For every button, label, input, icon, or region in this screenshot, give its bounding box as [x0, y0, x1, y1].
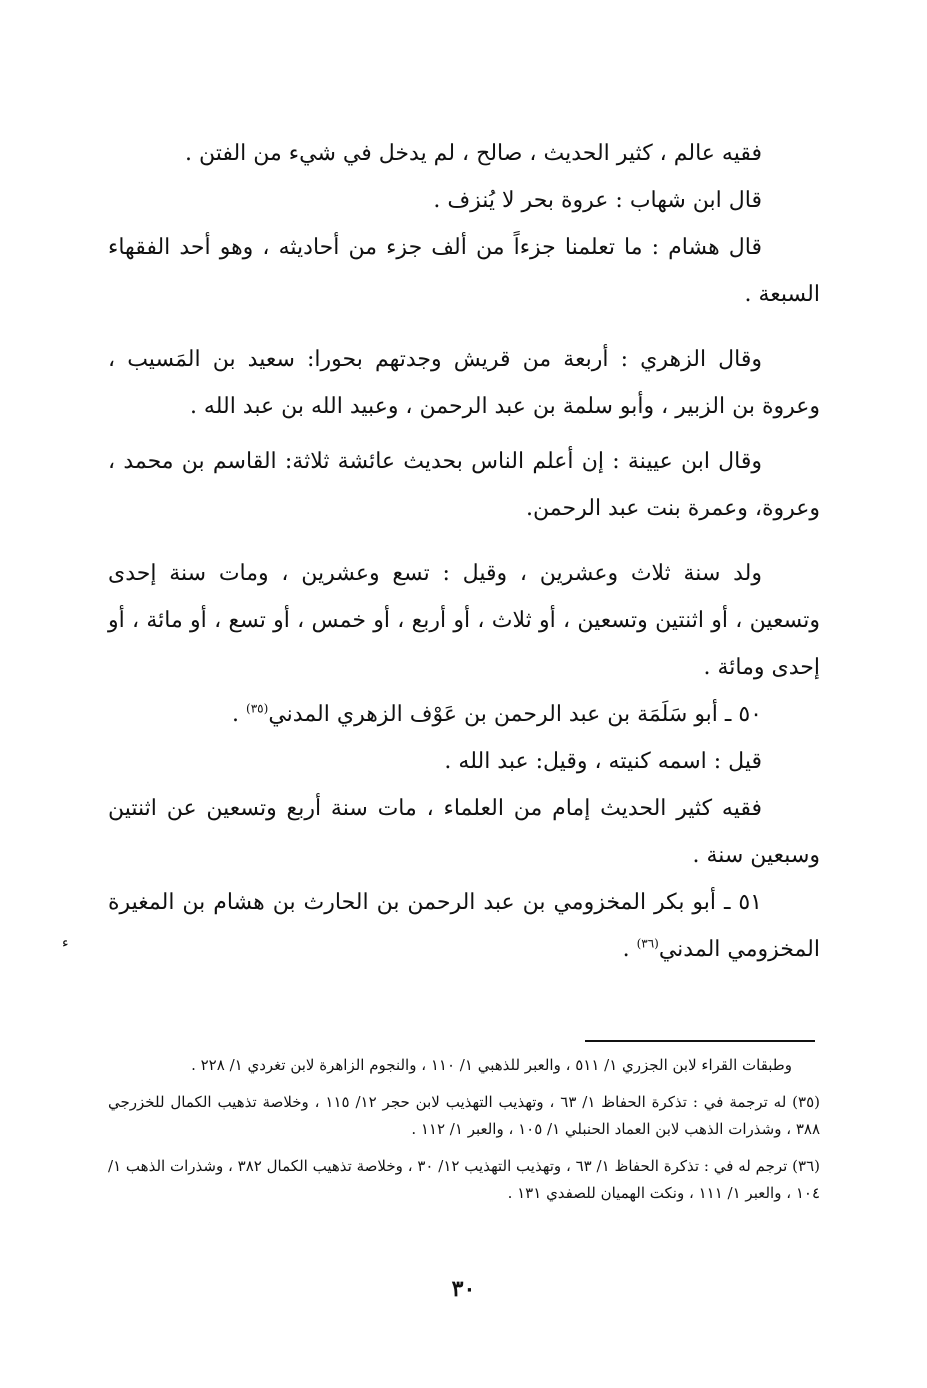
footnote-35: (٣٥) له ترجمة في : تذكرة الحفاظ ١/ ٦٣ ، وتهذيب التهذيب لابن حجر ١٢/ ١١٥ ، وخلاصة تذهيب الكمال للخزرجي ٣٨٨ ، وشذرات الذهب لابن العماد الحنبلي ١/ ١٠٥ ، والعبر ١/ ١١٢ .	[108, 1093, 821, 1138]
paragraph: قيل : اسمه كنيته ، وقيل: عبد الله .	[444, 749, 762, 774]
paragraph: قال ابن شهاب : عروة بحر لا يُنزف .	[433, 188, 762, 213]
paragraph: فقيه عالم ، كثير الحديث ، صالح ، لم يدخل في شيء من الفتن .	[184, 141, 762, 166]
entry-heading-end: .	[232, 702, 247, 727]
stray-mark: ء	[62, 935, 69, 951]
footnotes	[108, 1052, 820, 1207]
footnote-divider	[585, 1040, 815, 1042]
paragraph: وقال الزهري : أربعة من قريش وجدتهم بحورا: سعيد بن المَسيب ، وعروة بن الزبير ، وأبو سلمة بن عبد الرحمن ، وعبيد الله بن عبد الله .	[108, 347, 820, 419]
paragraph: ولد سنة ثلاث وعشرين ، وقيل : تسع وعشرين ، ومات سنة إحدى وتسعين ، أو اثنتين وتسعين ، أو ثلاث ، أو أربع ، أو خمس ، أو تسع ، أو مائة ، أو إحدى ومائة .	[108, 561, 820, 680]
paragraph: قال هشام : ما تعلمنا جزءاً من ألف جزء من أحاديثه ، وهو أحد الفقهاء السبعة .	[108, 235, 820, 307]
entry-heading-50	[108, 691, 820, 738]
footnote-ref: (٣٦)	[636, 936, 659, 951]
entry-heading-text: ٥٠ ـ أبو سَلَمَة بن عبد الرحمن بن عَوْف الزهري المدني	[268, 702, 762, 727]
paragraph: وقال ابن عيينة : إن أعلم الناس بحديث عائشة ثلاثة: القاسم بن محمد ، وعروة، وعمرة بنت عبد الرحمن.	[108, 449, 820, 521]
entry-heading-51	[108, 879, 820, 973]
entry-heading-end: .	[622, 937, 637, 962]
footnote-36: (٣٦) ترجم له في : تذكرة الحفاظ ١/ ٦٣ ، وتهذيب التهذيب ١٢/ ٣٠ ، وخلاصة تذهيب الكمال ٣٨٢ ، وشذرات الذهب ١/ ١٠٤ ، والعبر ١/ ١١١ ، ونكت الهميان للصفدي ١٣١ .	[108, 1157, 820, 1202]
footnote-continuation: وطبقات القراء لابن الجزري ١/ ٥١١ ، والعبر للذهبي ١/ ١١٠ ، والنجوم الزاهرة لابن تغردي ١/ ٢٢٨ .	[191, 1056, 792, 1074]
main-text	[108, 130, 820, 973]
entry-heading-text: ٥١ ـ أبو بكر المخزومي بن عبد الرحمن بن الحارث بن هشام بن المغيرة المخزومي المدني	[108, 890, 820, 962]
footnote-ref: (٣٥)	[246, 701, 269, 716]
page-number: ٣٠	[451, 1276, 476, 1302]
paragraph: فقيه كثير الحديث إمام من العلماء ، مات سنة أربع وتسعين عن اثنتين وسبعين سنة .	[108, 796, 820, 868]
